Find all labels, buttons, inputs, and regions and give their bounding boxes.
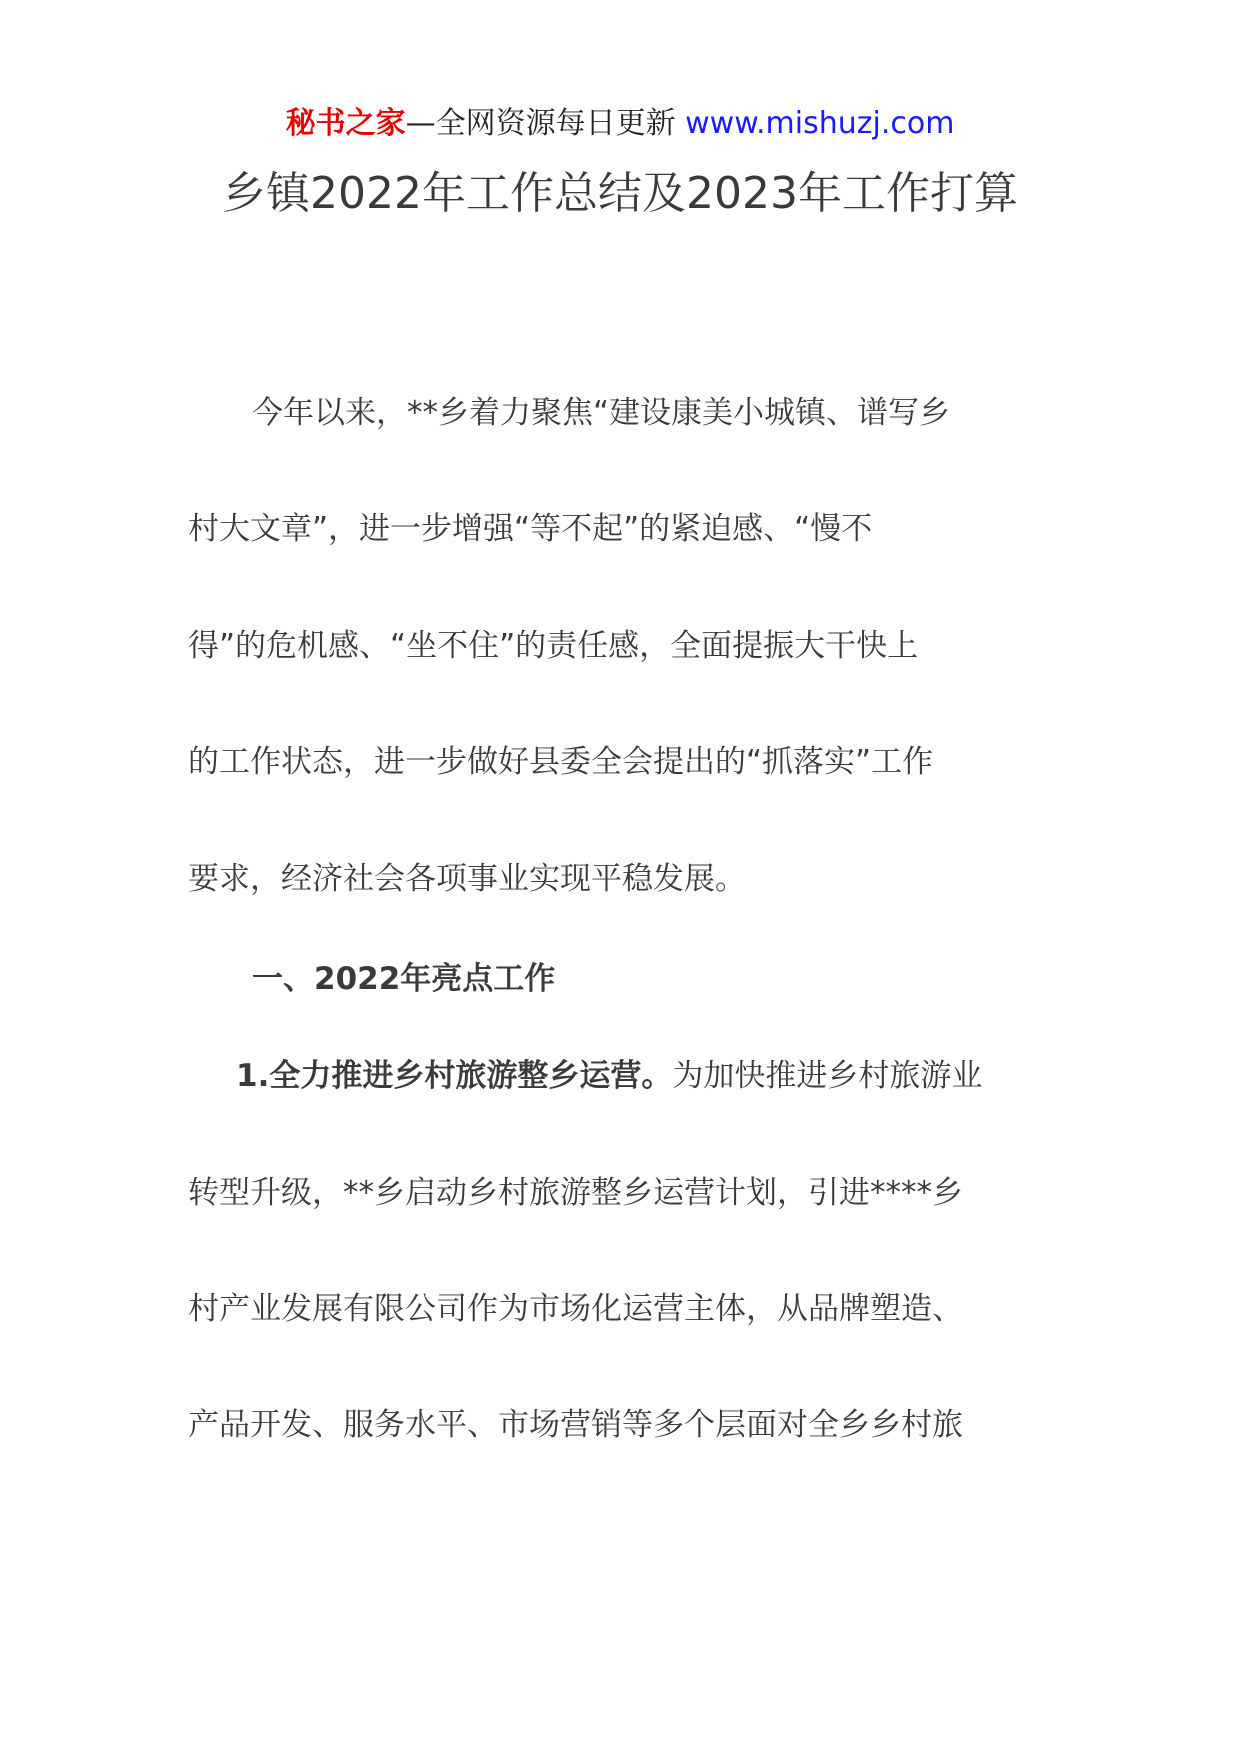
paragraph-line: 得”的危机感、“坐不住”的责任感，全面提振大干快上 [188, 628, 919, 664]
brand-name: 秘书之家 [285, 106, 406, 141]
item-text: 为加快推进乡村旅游业 [672, 1058, 983, 1094]
item-first-line [236, 1054, 982, 1098]
item-heading: 1.全力推进乡村旅游整乡运营。 [236, 1058, 673, 1094]
paragraph-line: 今年以来，**乡着力聚焦“建设康美小城镇、谱写乡 [252, 395, 951, 431]
header-slogan: —全网资源每日更新 [405, 106, 686, 141]
paragraph-line: 村产业发展有限公司作为市场化运营主体，从品牌塑造、 [188, 1291, 963, 1327]
section-heading: 一、2022年亮点工作 [252, 961, 556, 997]
document-title: 乡镇2022年工作总结及2023年工作打算 [222, 168, 1018, 219]
site-header [0, 104, 1240, 144]
paragraph-line: 转型升级，**乡启动乡村旅游整乡运营计划，引进****乡 [188, 1175, 963, 1211]
paragraph-line: 产品开发、服务水平、市场营销等多个层面对全乡乡村旅 [188, 1407, 963, 1443]
paragraph-line: 要求，经济社会各项事业实现平稳发展。 [188, 861, 746, 897]
paragraph-line: 的工作状态，进一步做好县委全会提出的“抓落实”工作 [188, 744, 934, 780]
site-url[interactable]: www.mishuzj.com [685, 106, 955, 141]
paragraph-line: 村大文章”，进一步增强“等不起”的紧迫感、“慢不 [188, 511, 873, 547]
